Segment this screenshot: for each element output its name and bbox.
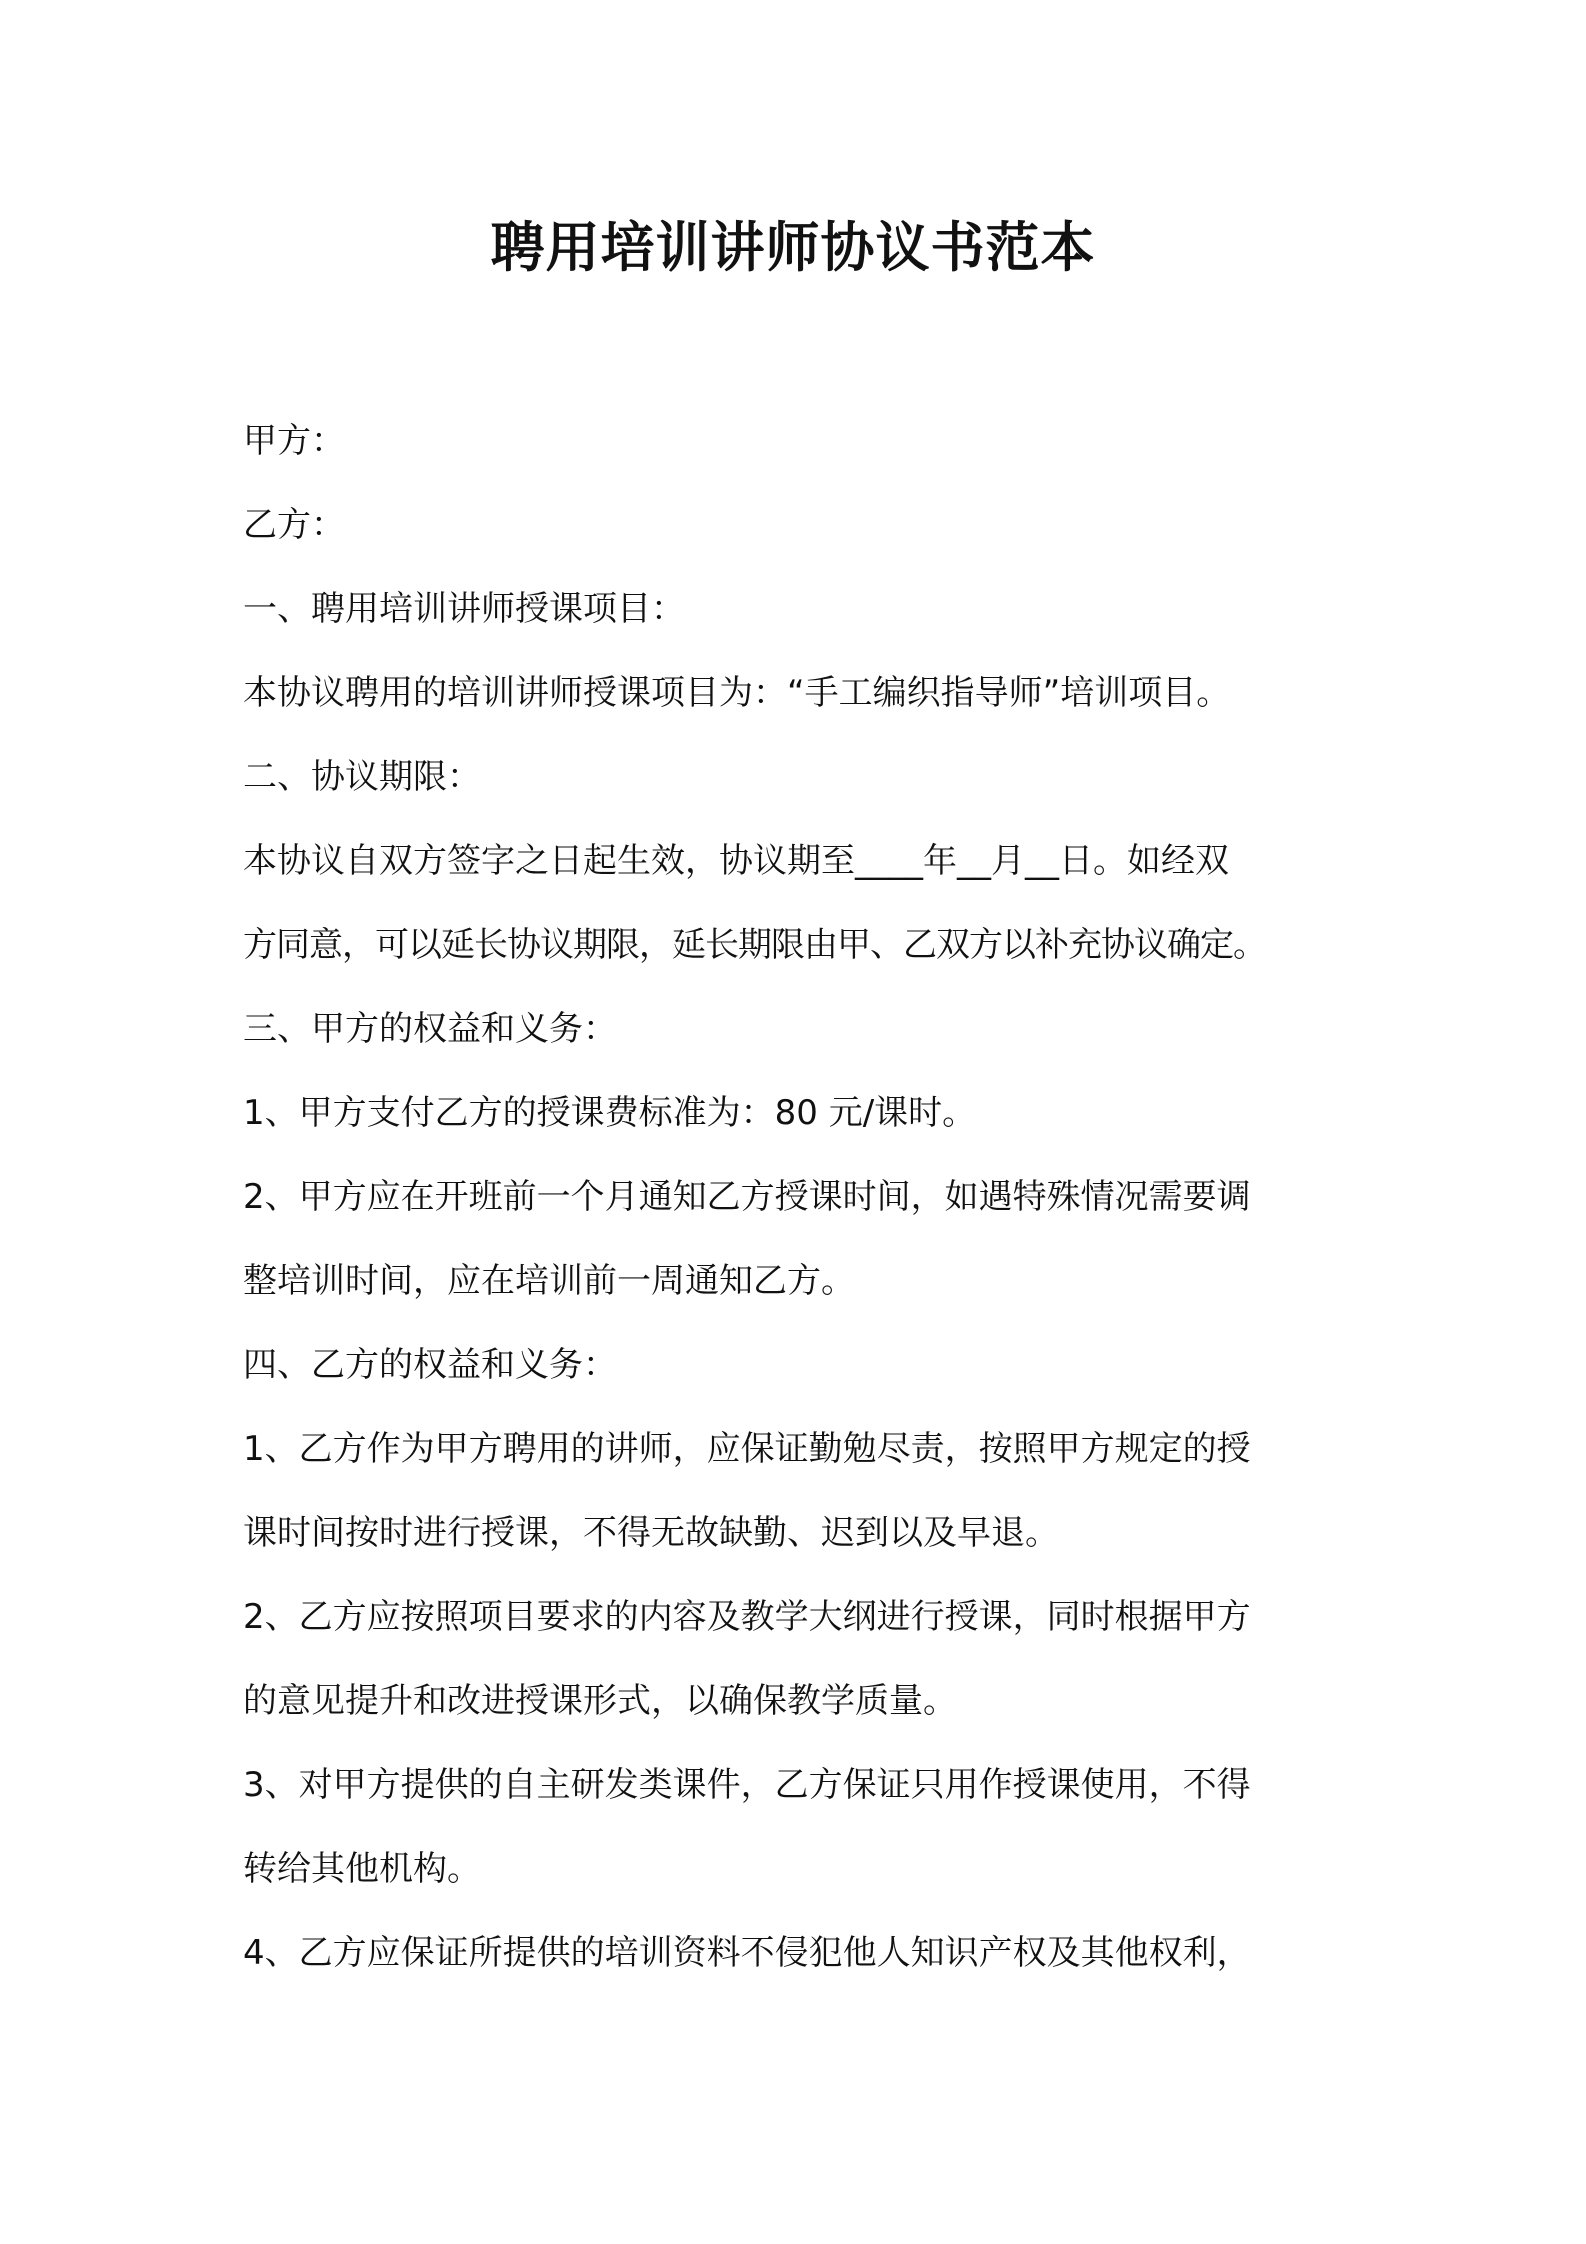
paragraph-line: 方同意，可以延长协议期限，延长期限由甲、乙双方以补充协议确定。 <box>243 925 1266 965</box>
section-heading-4: 四、乙方的权益和义务： <box>243 1345 617 1385</box>
paragraph-line: 1、甲方支付乙方的授课费标准为：80 元/课时。 <box>243 1093 977 1133</box>
paragraph-line: 4、乙方应保证所提供的培训资料不侵犯他人知识产权及其他权利， <box>243 1933 1251 1973</box>
document-body <box>243 399 1353 1995</box>
party-a-label: 甲方： <box>243 421 345 461</box>
paragraph-line: 本协议聘用的培训讲师授课项目为：“手工编织指导师”培训项目。 <box>243 673 1231 713</box>
party-b-label: 乙方： <box>243 505 345 545</box>
paragraph-line: 课时间按时进行授课，不得无故缺勤、迟到以及早退。 <box>243 1513 1059 1553</box>
section-heading-1: 一、聘用培训讲师授课项目： <box>243 589 685 629</box>
document-title: 聘用培训讲师协议书范本 <box>490 216 1096 279</box>
paragraph-line: 2、乙方应按照项目要求的内容及教学大纲进行授课，同时根据甲方 <box>243 1597 1251 1637</box>
paragraph-line: 1、乙方作为甲方聘用的讲师，应保证勤勉尽责，按照甲方规定的授 <box>243 1429 1251 1469</box>
section-heading-3: 三、甲方的权益和义务： <box>243 1009 617 1049</box>
paragraph-line: 转给其他机构。 <box>243 1849 481 1889</box>
paragraph-line: 2、甲方应在开班前一个月通知乙方授课时间，如遇特殊情况需要调 <box>243 1177 1251 1217</box>
section-heading-2: 二、协议期限： <box>243 757 481 797</box>
paragraph-line: 的意见提升和改进授课形式，以确保教学质量。 <box>243 1681 957 1721</box>
paragraph-line: 整培训时间，应在培训前一周通知乙方。 <box>243 1261 855 1301</box>
paragraph-line: 本协议自双方签字之日起生效，协议期至____年__月__日。如经双 <box>243 841 1229 881</box>
paragraph-line: 3、对甲方提供的自主研发类课件，乙方保证只用作授课使用，不得 <box>243 1765 1251 1805</box>
